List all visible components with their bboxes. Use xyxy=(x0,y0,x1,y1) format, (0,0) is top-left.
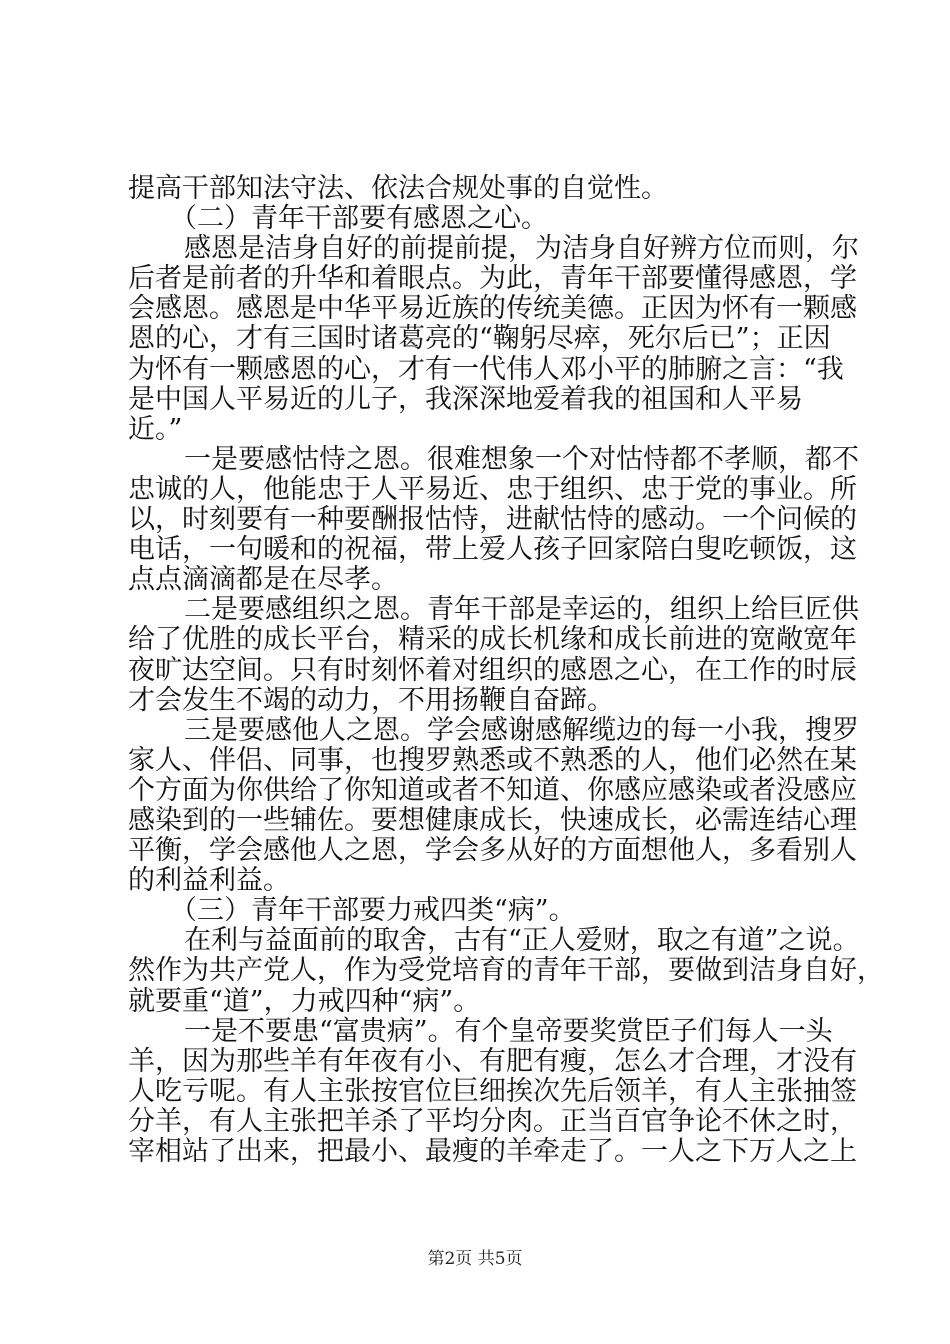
text-line: 给了优胜的成长平台，精采的成长机缘和成长前进的宽敞宽年 xyxy=(128,624,857,656)
text-line: 个方面为你供给了你知道或者不知道、你感应感染或者没感应 xyxy=(128,774,857,806)
text-line: 就要重“道”，力戒四种“病”。 xyxy=(128,985,481,1017)
text-line: 夜旷达空间。只有时刻怀着对组织的感恩之心，在工作的时辰 xyxy=(128,654,857,686)
text-line: 感染到的一些辅佐。要想健康成长，快速成长，必需连结心理 xyxy=(128,804,857,836)
text-line: 会感恩。感恩是中华平易近族的传统美德。正因为怀有一颗感 xyxy=(128,293,857,325)
text-line: 然作为共产党人，作为受党培育的青年干部，要做到洁身自好， xyxy=(128,955,884,987)
document-body xyxy=(128,173,884,1167)
text-line: 一是要感怙恃之恩。很难想象一个对怙恃都不孝顺，都不 xyxy=(184,443,859,475)
text-line: 感恩是洁身自好的前提前提，为洁身自好辨方位而则，尔 xyxy=(184,233,859,265)
section-heading: （三）青年干部要力戒四类“病”。 xyxy=(170,895,576,927)
text-line: 平衡，学会感他人之恩，学会多从好的方面想他人，多看别人 xyxy=(128,835,857,867)
text-line: 忠诚的人，他能忠于人平易近、忠于组织、忠于党的事业。所 xyxy=(128,473,857,505)
text-line: 羊，因为那些羊有年夜有小、有肥有瘦，怎么才合理，才没有 xyxy=(128,1045,857,1077)
text-line: 三是要感他人之恩。学会感谢感解缆边的每一小我，搜罗 xyxy=(184,714,859,746)
text-line: 分羊，有人主张把羊杀了平均分肉。正当百官争论不休之时， xyxy=(128,1105,857,1137)
text-line: 点点滴滴都是在尽孝。 xyxy=(128,564,398,596)
text-line: 家人、伴侣、同事，也搜罗熟悉或不熟悉的人，他们必然在某 xyxy=(128,744,857,776)
text-line: 宰相站了出来，把最小、最瘦的羊牵走了。一人之下万人之上 xyxy=(128,1136,857,1167)
text-line: 一是不要患“富贵病”。有个皇帝要奖赏臣子们每人一头 xyxy=(184,1015,833,1047)
text-line: 才会发生不竭的动力，不用扬鞭自奋蹄。 xyxy=(128,684,614,716)
text-line: 为怀有一颗感恩的心，才有一代伟人邓小平的肺腑之言：“我 xyxy=(128,353,844,385)
text-line: 的利益利益。 xyxy=(128,865,290,897)
text-line: 电话，一句暖和的祝福，带上爱人孩子回家陪白叟吃顿饭，这 xyxy=(128,534,857,566)
text-line: 以，时刻要有一种要酬报怙恃，进献怙恃的感动。一个问候的 xyxy=(128,504,857,536)
text-line: 后者是前者的升华和着眼点。为此，青年干部要懂得感恩，学 xyxy=(128,263,857,295)
text-line: 二是要感组织之恩。青年干部是幸运的，组织上给巨匠供 xyxy=(184,594,859,626)
text-line: 近。” xyxy=(128,413,183,445)
text-line: 恩的心，才有三国时诸葛亮的“鞠躬尽瘁，死尔后已”；正因 xyxy=(128,323,831,355)
text-line: 人吃亏呢。有人主张按官位巨细挨次先后领羊，有人主张抽签 xyxy=(128,1075,857,1107)
page-footer xyxy=(0,1244,950,1269)
text-line: 提高干部知法守法、依法合规处事的自觉性。 xyxy=(128,173,668,204)
text-line: 是中国人平易近的儿子，我深深地爱着我的祖国和人平易 xyxy=(128,383,803,415)
page-number-label: 第2页 共5页 xyxy=(427,1249,523,1269)
text-line: 在利与益面前的取舍，古有“正人爱财，取之有道”之说。 xyxy=(184,925,860,957)
section-heading: （二）青年干部要有感恩之心。 xyxy=(170,203,548,235)
